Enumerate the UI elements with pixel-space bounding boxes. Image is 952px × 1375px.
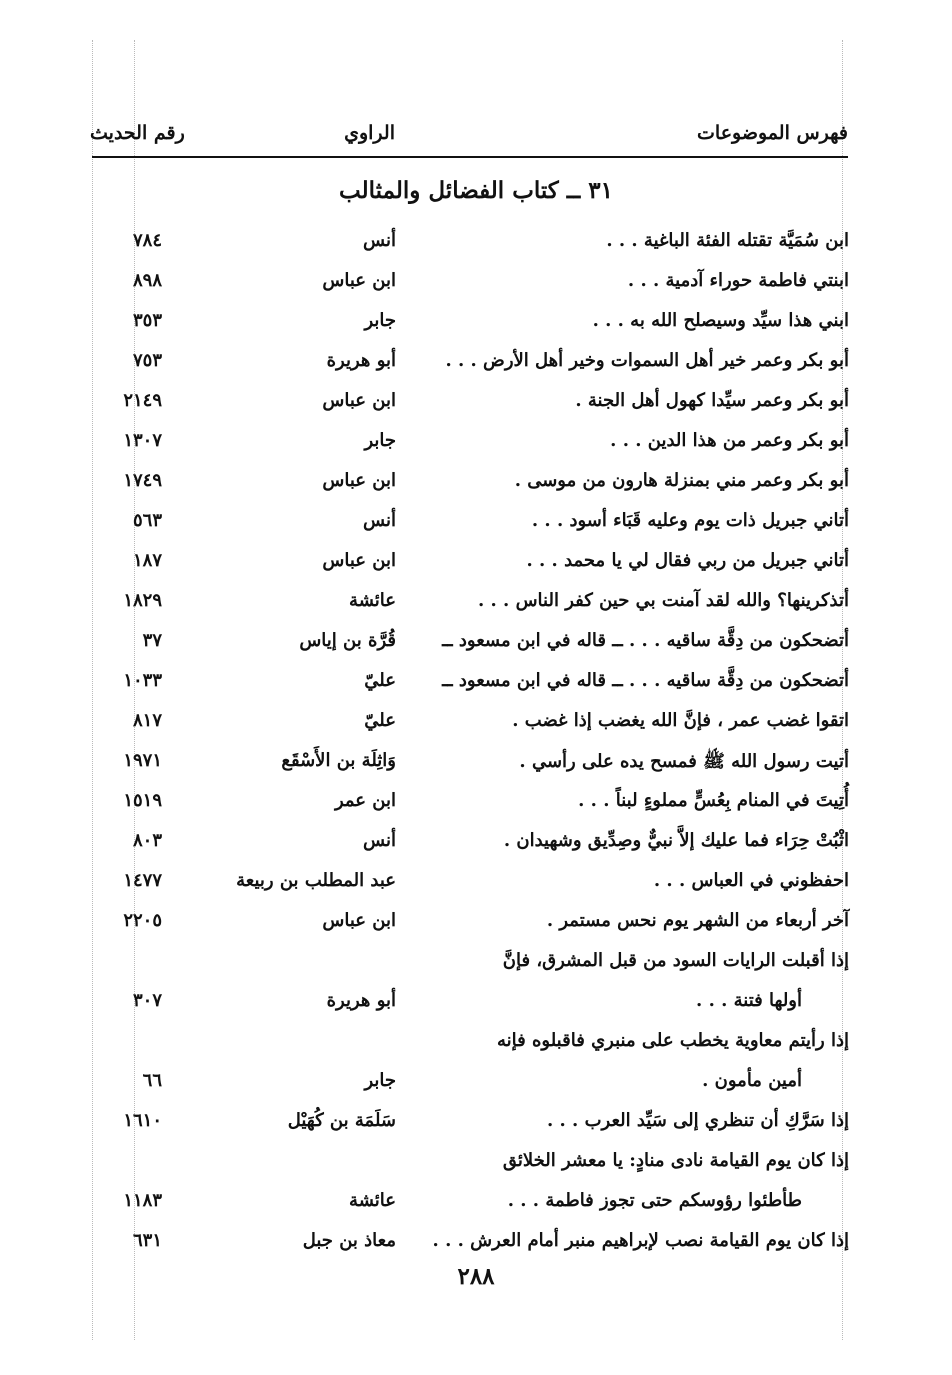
hadith-text: أتاني جبريل ذات يوم وعليه قَبَاء أسود . . . — [531, 510, 849, 531]
index-entry — [0, 902, 952, 942]
index-entry — [0, 502, 952, 542]
index-entry — [0, 822, 952, 862]
hadith-number: ١٥١٩ — [123, 790, 162, 811]
hadith-number: ٧٨٤ — [132, 230, 162, 251]
narrator: أنس — [363, 510, 396, 531]
chapter-title: ٣١ ــ كتاب الفضائل والمثالب — [339, 177, 613, 204]
hadith-number: ١٨٢٩ — [123, 590, 162, 611]
hadith-number: ١١٨٣ — [123, 1190, 162, 1211]
narrator: جابر — [364, 430, 396, 451]
index-title: فهرس الموضوعات — [697, 122, 848, 144]
header-divider — [92, 156, 848, 158]
index-entry — [0, 582, 952, 622]
index-entry — [0, 382, 952, 422]
narrator: ابن عباس — [322, 390, 396, 411]
index-entry — [0, 662, 952, 702]
narrator: عائشة — [349, 590, 396, 611]
index-entry — [0, 262, 952, 302]
narrator: عبد المطلب بن ربيعة — [236, 870, 396, 891]
hadith-text: أبو بكر وعمر مني بمنزلة هارون من موسى . — [514, 470, 849, 491]
hadith-number: ١٦١٠ — [123, 1110, 162, 1131]
hadith-number: ١٣٠٧ — [123, 430, 162, 451]
index-entry — [0, 862, 952, 902]
narrator: وَاثِلَة بن الأَسْقَع — [281, 750, 396, 771]
narrator: أنس — [363, 830, 396, 851]
hadith-text: آخر أربعاء من الشهر يوم نحس مستمر . — [546, 910, 849, 931]
index-entry — [0, 542, 952, 582]
narrator: جابر — [364, 1070, 396, 1091]
narrator: عليّ — [364, 670, 396, 691]
page-header — [90, 122, 848, 158]
hadith-text: أتذكرينها؟ والله لقد آمنت بي حين كفر الناس . . . — [477, 590, 849, 611]
index-entry — [0, 1102, 952, 1142]
hadith-number: ١٤٧٧ — [123, 870, 162, 891]
narrator: ابن عباس — [322, 910, 396, 931]
narrator: ابن عمر — [334, 790, 396, 811]
index-entry — [0, 702, 952, 742]
hadith-text: أُتِيتَ في المنام بِعُسٍّ مملوءٍ لبناً . . . — [578, 790, 849, 811]
hadith-number: ٨١٧ — [132, 710, 162, 731]
hadith-number: ٣٥٣ — [132, 310, 162, 331]
narrator: سَلَمَة بن كُهَيْل — [287, 1110, 396, 1131]
narrator: قُرَّة بن إياس — [299, 630, 396, 651]
narrator: أنس — [363, 230, 396, 251]
index-entry — [0, 1142, 952, 1182]
hadith-text-continuation: أمين مأمون . — [702, 1070, 802, 1091]
hadith-text: إذا سَرَّكِ أن تنظري إلى سَيِّد العرب . . . — [546, 1110, 849, 1131]
hadith-number: ١٧٤٩ — [123, 470, 162, 491]
index-entry — [0, 1182, 952, 1222]
hadith-number: ٧٥٣ — [132, 350, 162, 371]
index-entry — [0, 782, 952, 822]
hadith-text: احفظوني في العباس . . . — [653, 870, 849, 891]
hadith-text: اثْبُتْ حِرَاء فما عليك إلاَّ نبيٌّ وصِدِّيق وشهيدان . — [503, 830, 849, 851]
narrator: معاذ بن جبل — [302, 1230, 396, 1251]
index-entry — [0, 622, 952, 662]
index-entry — [0, 342, 952, 382]
hadith-text: إذا كان يوم القيامة نادى منادٍ: يا معشر الخلائق — [502, 1150, 849, 1171]
hadith-number: ٦٣١ — [132, 1230, 162, 1251]
index-entry — [0, 462, 952, 502]
hadith-text: إذا رأيتم معاوية يخطب على منبري فاقبلوه فإنه — [496, 1030, 849, 1051]
hadith-number: ٨٩٨ — [132, 270, 162, 291]
hadith-text: أبو بكر وعمر من هذا الدين . . . — [610, 430, 849, 451]
index-entry — [0, 222, 952, 262]
hadith-number: ٦٦ — [142, 1070, 162, 1091]
narrator: أبو هريرة — [326, 990, 396, 1011]
index-entry — [0, 1022, 952, 1062]
hadith-number-column-header: رقم الحديث — [90, 122, 185, 144]
index-entry — [0, 1062, 952, 1102]
hadith-text: أتاني جبريل من ربي فقال لي يا محمد . . . — [526, 550, 849, 571]
narrator: أبو هريرة — [326, 350, 396, 371]
hadith-number: ٢٢٠٥ — [123, 910, 162, 931]
hadith-text: أبو بكر وعمر خير أهل السموات وخير أهل الأرض . . . — [445, 350, 849, 371]
hadith-text-continuation: أولها فتنة . . . — [696, 990, 802, 1011]
narrator: عائشة — [349, 1190, 396, 1211]
hadith-number: ٢١٤٩ — [123, 390, 162, 411]
narrator: جابر — [364, 310, 396, 331]
narrator-column-header: الراوي — [344, 122, 395, 144]
narrator: ابن عباس — [322, 550, 396, 571]
narrator: ابن عباس — [322, 470, 396, 491]
index-entry — [0, 1222, 952, 1262]
hadith-number: ٣٧ — [142, 630, 162, 651]
index-entry — [0, 982, 952, 1022]
hadith-number: ١٠٣٣ — [123, 670, 162, 691]
hadith-text: ابن سُمَيَّة تقتله الفئة الباغية . . . — [606, 230, 849, 251]
hadith-text: ابنتي فاطمة حوراء آدمية . . . — [627, 270, 849, 291]
narrator: عليّ — [364, 710, 396, 731]
hadith-text: أتضحكون من دِقَّة ساقيه . . . ــ قاله في ابن مسعود ــ — [442, 670, 849, 691]
hadith-text: أتيت رسول الله ﷺ فمسح يده على رأسي . — [519, 751, 849, 772]
index-entry — [0, 942, 952, 982]
index-entry — [0, 302, 952, 342]
index-entry — [0, 422, 952, 462]
hadith-text: أتضحكون من دِقَّة ساقيه . . . ــ قاله في ابن مسعود ــ — [442, 630, 849, 651]
hadith-number: ٥٦٣ — [132, 510, 162, 531]
hadith-number: ١٩٧١ — [123, 750, 162, 771]
hadith-text-continuation: طأطئوا رؤوسكم حتى تجوز فاطمة . . . — [507, 1190, 802, 1211]
hadith-number: ١٨٧ — [132, 550, 162, 571]
hadith-text: اتقوا غضب عمر ، فإنَّ الله يغضب إذا غضب . — [512, 710, 849, 731]
hadith-text: ابني هذا سيِّد وسيصلح الله به . . . — [592, 310, 849, 331]
hadith-number: ٨٠٣ — [132, 830, 162, 851]
index-entry — [0, 742, 952, 782]
hadith-text: أبو بكر وعمر سيِّدا كهول أهل الجنة . — [575, 390, 849, 411]
page-number: ٢٨٨ — [457, 1263, 495, 1290]
narrator: ابن عباس — [322, 270, 396, 291]
hadith-text: إذا كان يوم القيامة نصب لإبراهيم منبر أمام العرش . . . — [432, 1230, 849, 1251]
hadith-number: ٣٠٧ — [132, 990, 162, 1011]
hadith-text: إذا أقبلت الرايات السود من قبل المشرق، فإنَّ — [502, 950, 849, 971]
